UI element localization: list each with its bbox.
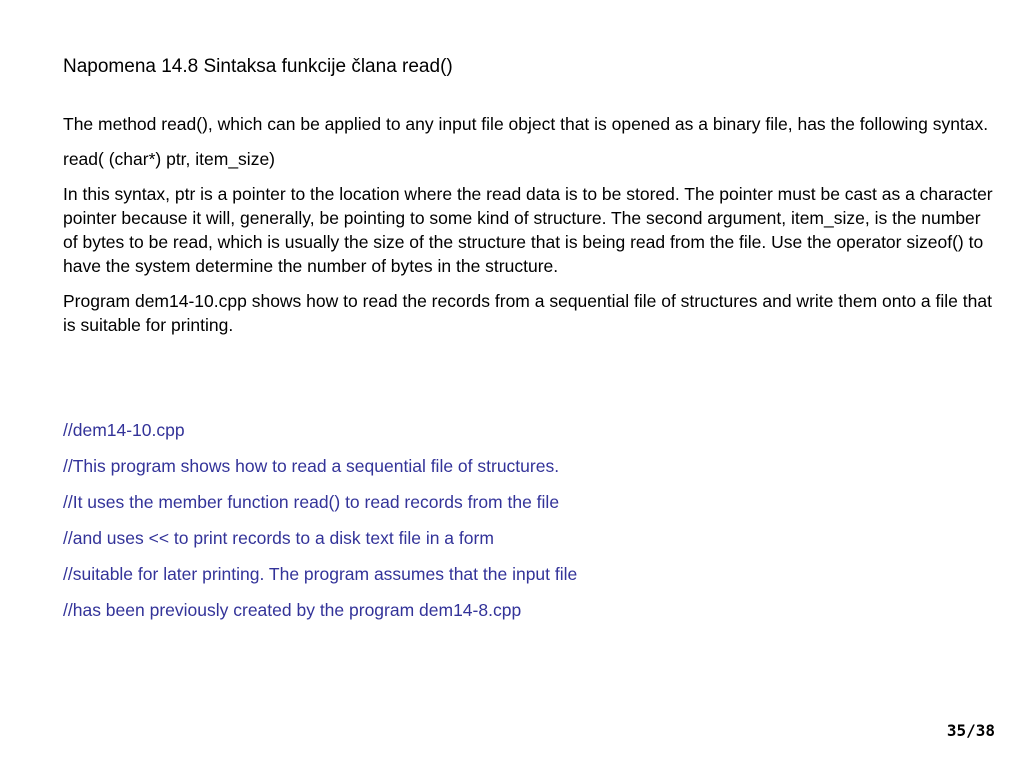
code-line: //This program shows how to read a sequential file of structures. bbox=[63, 456, 560, 476]
paragraph-explanation: In this syntax, ptr is a pointer to the location where the read data is to be stored. The pointer must be cast as a character pointer because it will, generally, be pointing to some kind of structure. The second argument, item_size, is the number of bytes to be read, which is usually the size of the structure that is being read from the file. Use the operator sizeof() to have the system determine the number of bytes in the structure. bbox=[63, 184, 993, 276]
code-line: //dem14-10.cpp bbox=[63, 420, 185, 440]
slide-body bbox=[63, 112, 993, 348]
paragraph-intro: The method read(), which can be applied to any input file object that is opened as a binary file, has the following syntax. bbox=[63, 114, 989, 134]
code-line: //and uses << to print records to a disk text file in a form bbox=[63, 528, 494, 548]
slide-title: Napomena 14.8 Sintaksa funkcije člana read() bbox=[63, 56, 453, 77]
paragraph-syntax: read( (char*) ptr, item_size) bbox=[63, 149, 276, 169]
code-line: //It uses the member function read() to read records from the file bbox=[63, 492, 560, 512]
code-line: //has been previously created by the program dem14-8.cpp bbox=[63, 600, 522, 620]
paragraph-program: Program dem14-10.cpp shows how to read the records from a sequential file of structures and write them onto a file that is suitable for printing. bbox=[63, 291, 992, 335]
code-line: //suitable for later printing. The program assumes that the input file bbox=[63, 564, 578, 584]
code-block bbox=[63, 418, 993, 634]
page-number: 35/38 bbox=[946, 721, 995, 740]
